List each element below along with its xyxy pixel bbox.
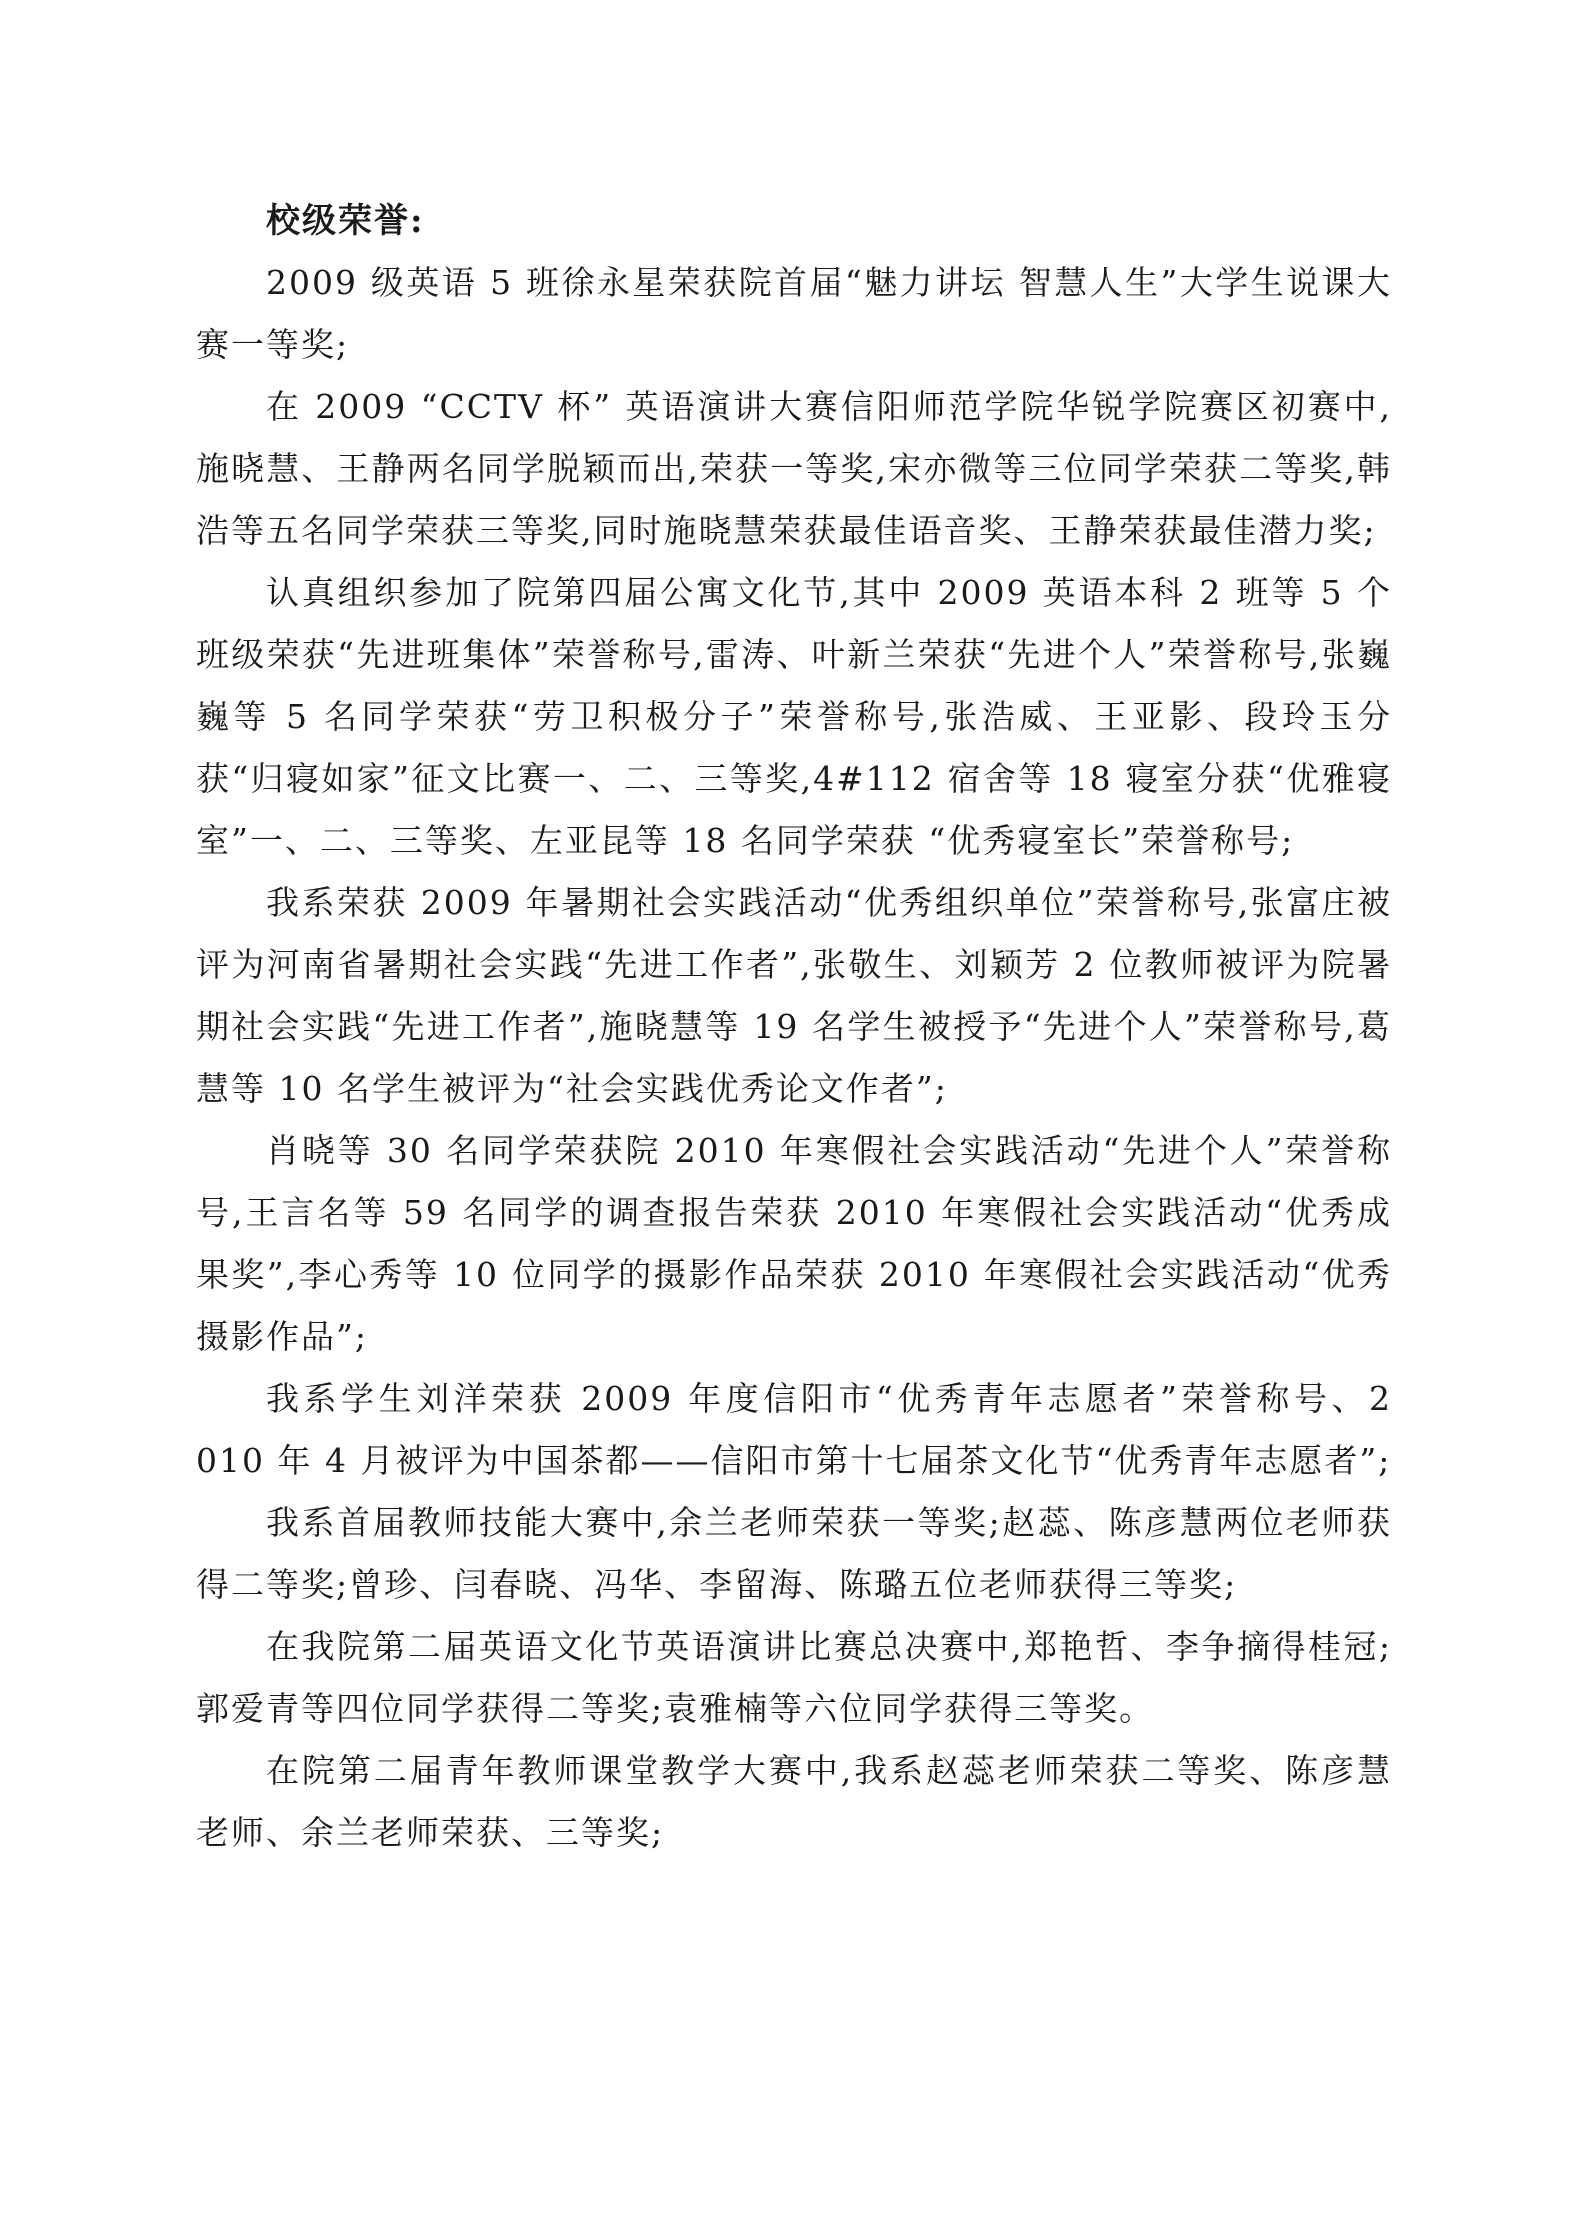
paragraph-8: 在我院第二届英语文化节英语演讲比赛总决赛中,郑艳哲、李争摘得桂冠;郭爱青等四位同学获得二等奖;袁雅楠等六位同学获得三等奖。 xyxy=(196,1627,1392,1728)
paragraph-1: 2009 级英语 5 班徐永星荣获院首届“魅力讲坛 智慧人生”大学生说课大赛一等奖; xyxy=(196,263,1392,364)
paragraph-7: 我系首届教师技能大赛中,余兰老师荣获一等奖;赵蕊、陈彦慧两位老师获得二等奖;曾珍、闫春晓、冯华、李留海、陈璐五位老师获得三等奖; xyxy=(196,1503,1392,1604)
paragraph-5: 肖晓等 30 名同学荣获院 2010 年寒假社会实践活动“先进个人”荣誉称号,王言名等 59 名同学的调查报告荣获 2010 年寒假社会实践活动“优秀成果奖”,李心秀等 10 位同学的摄影作品荣获 2010 年寒假社会实践活动“优秀摄影作品”; xyxy=(196,1131,1392,1356)
document-page xyxy=(196,190,1392,1864)
paragraph-4: 我系荣获 2009 年暑期社会实践活动“优秀组织单位”荣誉称号,张富庄被评为河南省暑期社会实践“先进工作者”,张敬生、刘颖芳 2 位教师被评为院暑期社会实践“先进工作者”,施晓慧等 19 名学生被授予“先进个人”荣誉称号,葛慧等 10 名学生被评为“社会实践优秀论文作者”; xyxy=(196,883,1392,1108)
paragraph-2: 在 2009 “CCTV 杯” 英语演讲大赛信阳师范学院华锐学院赛区初赛中,施晓慧、王静两名同学脱颖而出,荣获一等奖,宋亦微等三位同学荣获二等奖,韩浩等五名同学荣获三等奖,同时施晓慧荣获最佳语音奖、王静荣获最佳潜力奖; xyxy=(196,387,1392,550)
section-heading: 校级荣誉: xyxy=(266,201,425,241)
paragraph-9: 在院第二届青年教师课堂教学大赛中,我系赵蕊老师荣获二等奖、陈彦慧老师、余兰老师荣获、三等奖; xyxy=(196,1751,1392,1852)
paragraph-6: 我系学生刘洋荣获 2009 年度信阳市“优秀青年志愿者”荣誉称号、2 010 年 4 月被评为中国茶都——信阳市第十七届茶文化节“优秀青年志愿者”; xyxy=(196,1379,1392,1480)
paragraph-3: 认真组织参加了院第四届公寓文化节,其中 2009 英语本科 2 班等 5 个班级荣获“先进班集体”荣誉称号,雷涛、叶新兰荣获“先进个人”荣誉称号,张巍巍等 5 名同学荣获“劳卫积极分子”荣誉称号,张浩威、王亚影、段玲玉分获“归寝如家”征文比赛一、二、三等奖,4#112 宿舍等 18 寝室分获“优雅寝室”一、二、三等奖、左亚昆等 18 名同学荣获 “优秀寝室长”荣誉称号; xyxy=(196,573,1392,860)
